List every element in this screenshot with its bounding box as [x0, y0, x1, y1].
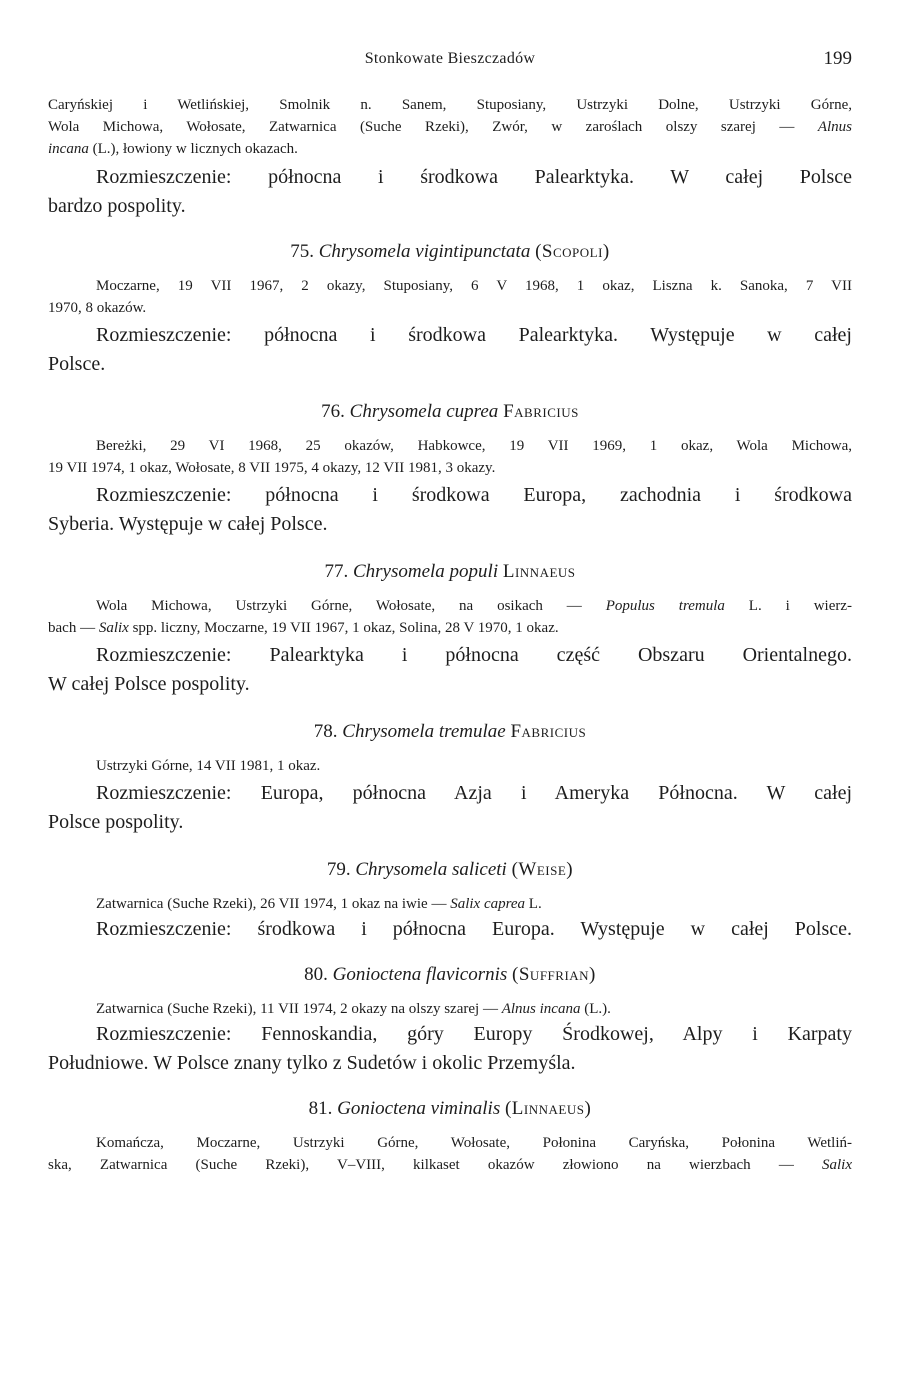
species-heading — [48, 721, 852, 743]
species-heading — [48, 1098, 852, 1120]
species-entry-77 — [48, 561, 852, 699]
species-distribution — [48, 1020, 852, 1078]
species-name: Gonioctena flavicornis — [332, 964, 508, 985]
intro-records-line-1: Caryńskiej i Wetlińskiej, Smolnik n. Sanem, Stuposiany, Ustrzyki Dolne, Ustrzyki Górne, — [48, 97, 852, 113]
species-distribution — [48, 915, 852, 944]
species-entry-76 — [48, 401, 852, 539]
distribution-line-2: W całej Polsce pospolity. — [48, 673, 250, 695]
species-author: (Scopoli) — [535, 241, 610, 262]
species-heading — [48, 241, 852, 263]
species-distribution — [48, 321, 852, 379]
distribution-line-2: Syberia. Występuje w całej Polsce. — [48, 513, 328, 535]
records-line-1: Komańcza, Moczarne, Ustrzyki Górne, Wołosate, Połonina Caryńska, Połonina Wetliń- — [96, 1135, 852, 1151]
species-records — [48, 1132, 852, 1176]
species-number: 78. — [313, 721, 338, 742]
records-line-1 — [48, 998, 852, 1020]
records-line-1: Bereżki, 29 VI 1968, 25 okazów, Habkowce, 19 VII 1969, 1 okaz, Wola Michowa, — [96, 438, 852, 454]
species-records — [48, 998, 852, 1020]
distribution-line-2: Południowe. W Polsce znany tylko z Sudetów i okolic Przemyśla. — [48, 1052, 576, 1074]
records-text: spp. liczny, Moczarne, 19 VII 1967, 1 okaz, Solina, 28 V 1970, 1 okaz. — [128, 620, 559, 636]
records-line-2: 1970, 8 okazów. — [48, 300, 147, 316]
distribution-line-1: Rozmieszczenie: północna i środkowa Palearktyka. Występuje w całej — [96, 324, 852, 346]
records-line-1: Moczarne, 19 VII 1967, 2 okazy, Stuposiany, 6 V 1968, 1 okaz, Liszna k. Sanoka, 7 VII — [96, 278, 852, 294]
species-heading — [48, 401, 852, 423]
records-text: ska, Zatwarnica (Suche Rzeki), V–VIII, kilkaset okazów złowiono na wierzbach — — [48, 1157, 822, 1173]
intro-distribution-line-2: bardzo pospolity. — [48, 195, 186, 217]
records-text: Zatwarnica (Suche Rzeki), 26 VII 1974, 1 okaz na iwie — — [96, 896, 451, 912]
intro-distribution-line-1: Rozmieszczenie: północna i środkowa Palearktyka. W całej Polsce — [96, 166, 852, 188]
records-taxon: Salix — [822, 1157, 852, 1173]
species-entry-80 — [48, 964, 852, 1078]
species-heading — [48, 561, 852, 583]
species-distribution — [48, 779, 852, 837]
species-number: 80. — [304, 964, 328, 985]
records-taxon: Populus tremula — [605, 598, 725, 614]
records-text-end: (L.). — [580, 1001, 611, 1017]
species-name: Gonioctena viminalis — [337, 1098, 501, 1119]
species-author: Fabricius — [503, 401, 579, 422]
species-distribution — [48, 481, 852, 539]
species-name: Chrysomela cuprea — [349, 401, 499, 422]
species-name: Chrysomela vigintipunctata — [318, 241, 531, 262]
distribution-line-1: Rozmieszczenie: środkowa i północna Europa. Występuje w całej Polsce. — [96, 918, 852, 940]
intro-records-line-3 — [48, 138, 852, 160]
species-number: 81. — [308, 1098, 333, 1119]
species-author: (Suffrian) — [512, 964, 596, 985]
intro-distribution — [48, 163, 852, 221]
records-taxon: Alnus incana — [501, 1001, 581, 1017]
records-line-1 — [48, 595, 852, 617]
page-header — [48, 48, 852, 82]
records-taxon-2: Salix — [98, 620, 129, 636]
species-heading — [48, 859, 852, 881]
document-page — [48, 48, 852, 1176]
species-name: Chrysomela saliceti — [355, 859, 507, 880]
distribution-line-1: Rozmieszczenie: Fennoskandia, góry Europy Środkowej, Alpy i Karpaty — [96, 1023, 852, 1045]
species-records — [48, 595, 852, 639]
records-text: Zatwarnica (Suche Rzeki), 11 VII 1974, 2 okazy na olszy szarej — — [96, 1001, 502, 1017]
intro-records-taxon: Alnus — [817, 119, 852, 135]
records-line-2 — [48, 617, 852, 639]
records-taxon: Salix caprea — [450, 896, 526, 912]
distribution-line-1: Rozmieszczenie: Europa, północna Azja i Ameryka Północna. W całej — [96, 782, 852, 804]
species-entry-75 — [48, 241, 852, 379]
species-records — [48, 275, 852, 319]
species-author: (Weise) — [511, 859, 574, 880]
species-distribution — [48, 641, 852, 699]
species-number: 76. — [321, 401, 345, 422]
species-heading — [48, 964, 852, 986]
species-author: Linnaeus — [502, 561, 576, 582]
distribution-line-2: Polsce pospolity. — [48, 811, 184, 833]
species-number: 79. — [326, 859, 351, 880]
species-name: Chrysomela populi — [352, 561, 499, 582]
intro-records-line-3-text: (L.), łowiony w licznych okazach. — [88, 141, 298, 157]
running-title: Stonkowate Bieszczadów — [364, 50, 536, 67]
records-text-start: bach — — [48, 620, 99, 636]
species-author: Fabricius — [510, 721, 587, 742]
species-author: (Linnaeus) — [504, 1098, 592, 1119]
species-entry-81 — [48, 1098, 852, 1176]
species-records — [48, 893, 852, 915]
intro-records — [48, 94, 852, 160]
species-records — [48, 435, 852, 479]
records-line-2 — [48, 1154, 852, 1176]
species-number: 77. — [324, 561, 349, 582]
intro-records-line-2-text: Wola Michowa, Wołosate, Zatwarnica (Suche Rzeki), Zwór, w zaroślach olszy szarej — — [48, 119, 818, 135]
species-number: 75. — [290, 241, 314, 262]
records-line-2: 19 VII 1974, 1 okaz, Wołosate, 8 VII 1975, 4 okazy, 12 VII 1981, 3 okazy. — [48, 460, 496, 476]
records-line-1 — [48, 893, 852, 915]
distribution-line-1: Rozmieszczenie: Palearktyka i północna część Obszaru Orientalnego. — [96, 644, 852, 666]
distribution-line-1: Rozmieszczenie: północna i środkowa Europa, zachodnia i środkowa — [96, 484, 852, 506]
records-text-end: L. — [525, 896, 542, 912]
distribution-line-2: Polsce. — [48, 353, 106, 375]
species-records — [48, 755, 852, 777]
records-text-end: L. i wierz- — [724, 598, 853, 614]
records-line-1: Ustrzyki Górne, 14 VII 1981, 1 okaz. — [96, 758, 321, 774]
intro-records-taxon-2: incana — [48, 141, 89, 157]
species-entry-78 — [48, 721, 852, 837]
species-entry-79 — [48, 859, 852, 944]
species-name: Chrysomela tremulae — [342, 721, 506, 742]
intro-records-line-2 — [48, 116, 852, 138]
records-text: Wola Michowa, Ustrzyki Górne, Wołosate, na osikach — — [96, 598, 606, 614]
page-number: 199 — [823, 48, 852, 69]
